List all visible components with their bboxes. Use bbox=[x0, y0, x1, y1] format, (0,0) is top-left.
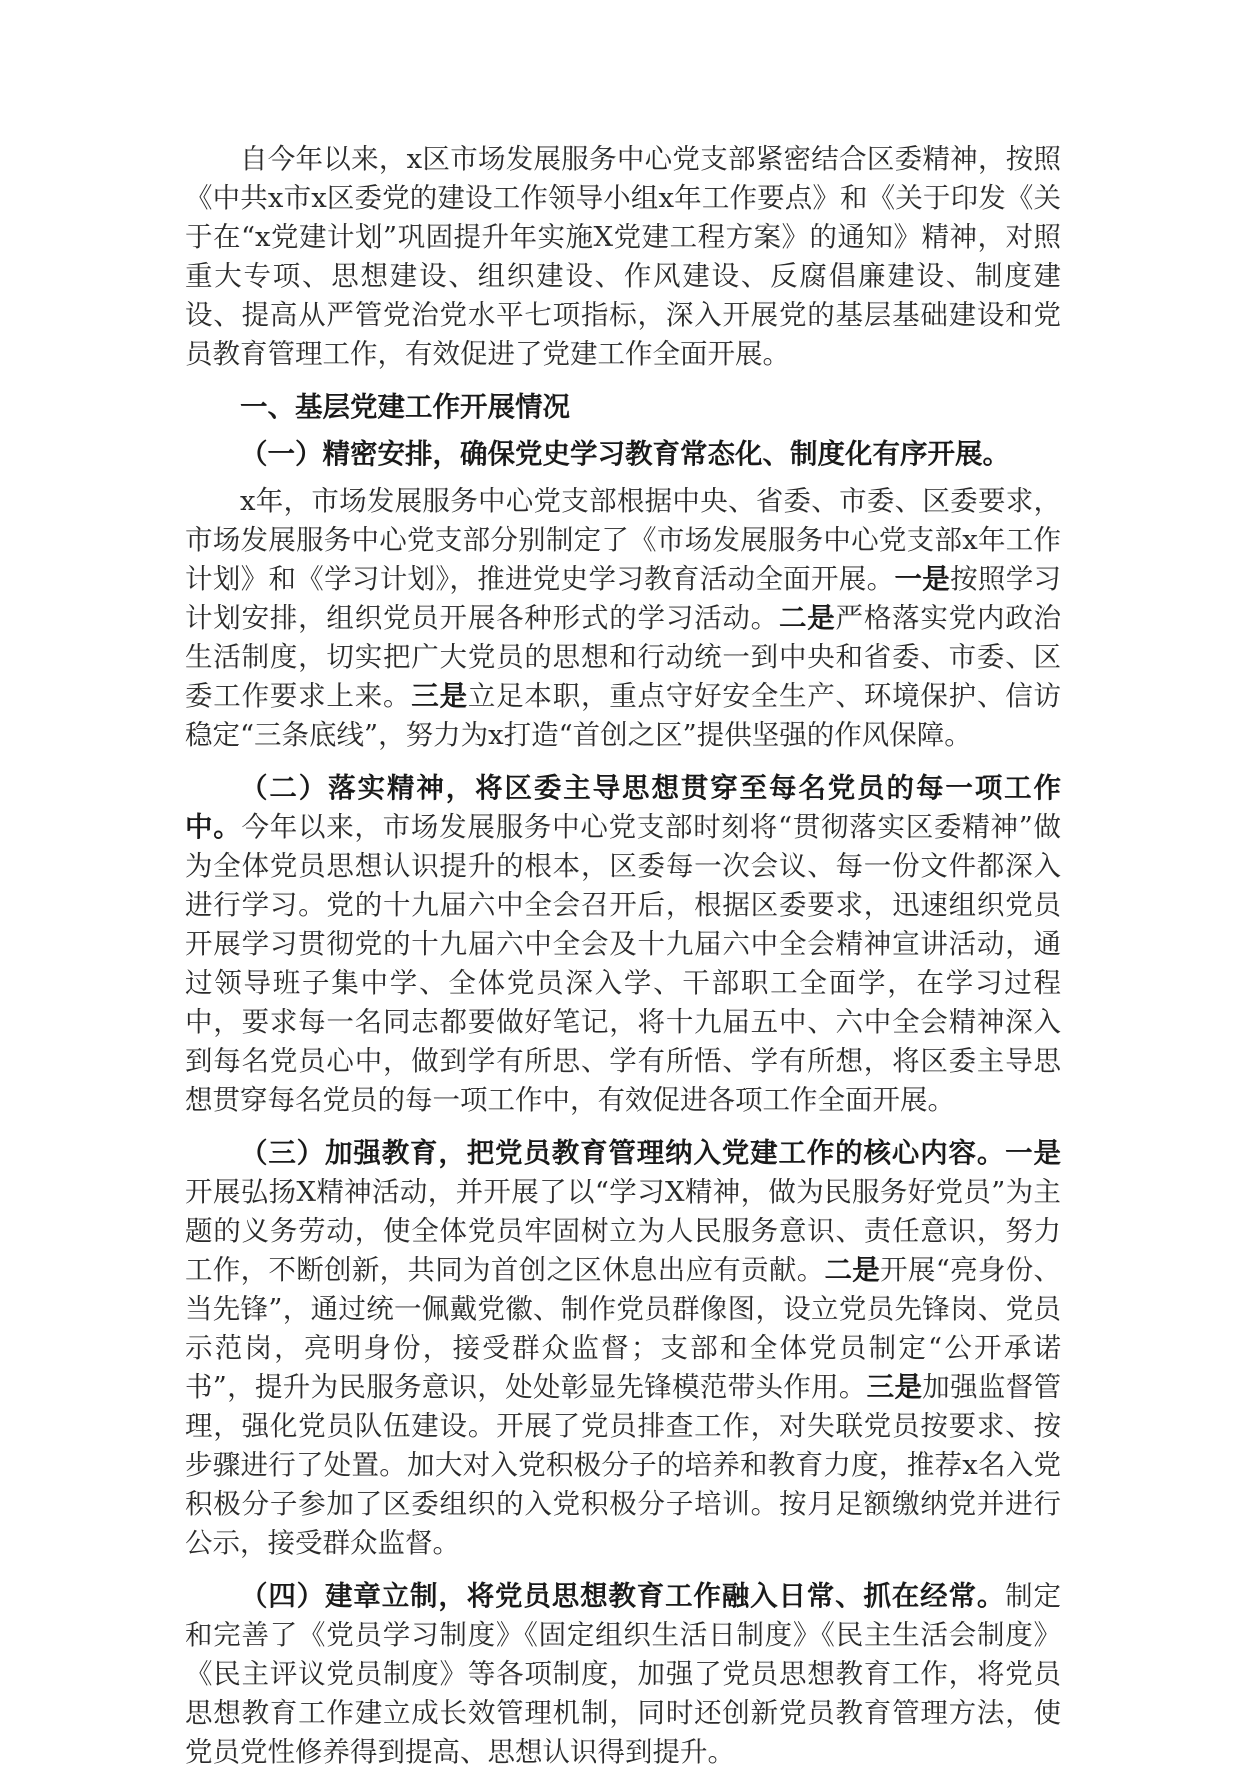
text-run: 立足本职，重点守好安全生产、环境保护、信访稳定“三条底线”，努力为x打造“首创之区”提供坚强的作风保障。 bbox=[185, 680, 1062, 751]
text-run: 按照学习计划安排，组织党员开展各种形式的学习活动。 bbox=[185, 563, 1062, 634]
bold-text-run: 三是 bbox=[866, 1371, 923, 1403]
body-paragraph bbox=[185, 1577, 1061, 1772]
section-heading bbox=[185, 435, 1061, 474]
body-paragraph bbox=[185, 1134, 1061, 1563]
body-paragraph bbox=[185, 140, 1061, 374]
text-run: 今年以来，市场发展服务中心党支部时刻将“贯彻落实区委精神”做为全体党员思想认识提升的根本，区委每一次会议、每一份文件都深入进行学习。党的十九届六中全会召开后，根据区委要求，迅速组织党员开展学习贯彻党的十九届六中全会及十九届六中全会精神宣讲活动，通过领导班子集中学、全体党员深入学、干部职工全面学，在学习过程中，要求每一名同志都要做好笔记，将十九届五中、六中全会精神深入到每名党员心中，做到学有所思、学有所悟、学有所想，将区委主导思想贯穿每名党员的每一项工作中，有效促进各项工作全面开展。 bbox=[185, 811, 1061, 1116]
text-run: x年，市场发展服务中心党支部根据中央、省委、市委、区委要求，市场发展服务中心党支部分别制定了《市场发展服务中心党支部x年工作计划》和《学习计划》，推进党史学习教育活动全面开展。 bbox=[185, 485, 1061, 595]
text-run: 制定和完善了《党员学习制度》《固定组织生活日制度》《民主生活会制度》《民主评议党员制度》等各项制度，加强了党员思想教育工作，将党员思想教育工作建立成长效管理机制，同时还创新党员教育管理方法，使党员党性修养得到提高、思想认识得到提升。 bbox=[185, 1580, 1062, 1768]
body-paragraph bbox=[185, 482, 1061, 755]
text-run: 加强监督管理，强化党员队伍建设。开展了党员排查工作，对失联党员按要求、按步骤进行了处置。加大对入党积极分子的培养和教育力度，推荐x名入党积极分子参加了区委组织的入党积极分子培训。按月足额缴纳党并进行公示，接受群众监督。 bbox=[185, 1371, 1061, 1559]
bold-text-run: 一、基层党建工作开展情况 bbox=[240, 391, 570, 423]
bold-text-run: （三）加强教育，把党员教育管理纳入党建工作的核心内容。 bbox=[240, 1137, 1006, 1169]
text-run: 自今年以来，x区市场发展服务中心党支部紧密结合区委精神，按照《中共x市x区委党的建设工作领导小组x年工作要点》和《关于印发《关于在“x党建计划”巩固提升年实施X党建工程方案》的通知》精神，对照重大专项、思想建设、组织建设、作风建设、反腐倡廉建设、制度建设、提高从严管党治党水平七项指标，深入开展党的基层基础建设和党员教育管理工作，有效促进了党建工作全面开展。 bbox=[185, 143, 1061, 370]
document-page bbox=[185, 140, 1061, 1786]
body-paragraph bbox=[185, 769, 1061, 1120]
section-heading bbox=[185, 388, 1061, 427]
bold-text-run: 一是 bbox=[894, 563, 951, 595]
bold-text-run: （二）落实精神，将区委主导思想贯穿至每名党员的每一项工作中。 bbox=[185, 772, 1061, 843]
bold-text-run: （一）精密安排，确保党史学习教育常态化、制度化有序开展。 bbox=[240, 438, 1010, 470]
text-run: 严格落实党内政治生活制度，切实把广大党员的思想和行动统一到中央和省委、市委、区委工作要求上来。 bbox=[185, 602, 1062, 712]
text-run: 开展“亮身份、当先锋”，通过统一佩戴党徽、制作党员群像图，设立党员先锋岗、党员示范岗，亮明身份，接受群众监督；支部和全体党员制定“公开承诺书”，提升为民服务意识，处处彰显先锋模范带头作用。 bbox=[185, 1254, 1061, 1403]
text-run: 开展弘扬X精神活动，并开展了以“学习X精神，做为民服务好党员”为主题的义务劳动，使全体党员牢固树立为人民服务意识、责任意识，努力工作，不断创新，共同为首创之区休息出应有贡献。 bbox=[185, 1176, 1061, 1286]
bold-text-run: 二是 bbox=[778, 602, 836, 634]
bold-text-run: 二是 bbox=[824, 1254, 881, 1286]
bold-text-run: 一是 bbox=[1005, 1137, 1062, 1169]
bold-text-run: 三是 bbox=[411, 680, 468, 712]
bold-text-run: （四）建章立制，将党员思想教育工作融入日常、抓在经常。 bbox=[240, 1580, 1006, 1612]
